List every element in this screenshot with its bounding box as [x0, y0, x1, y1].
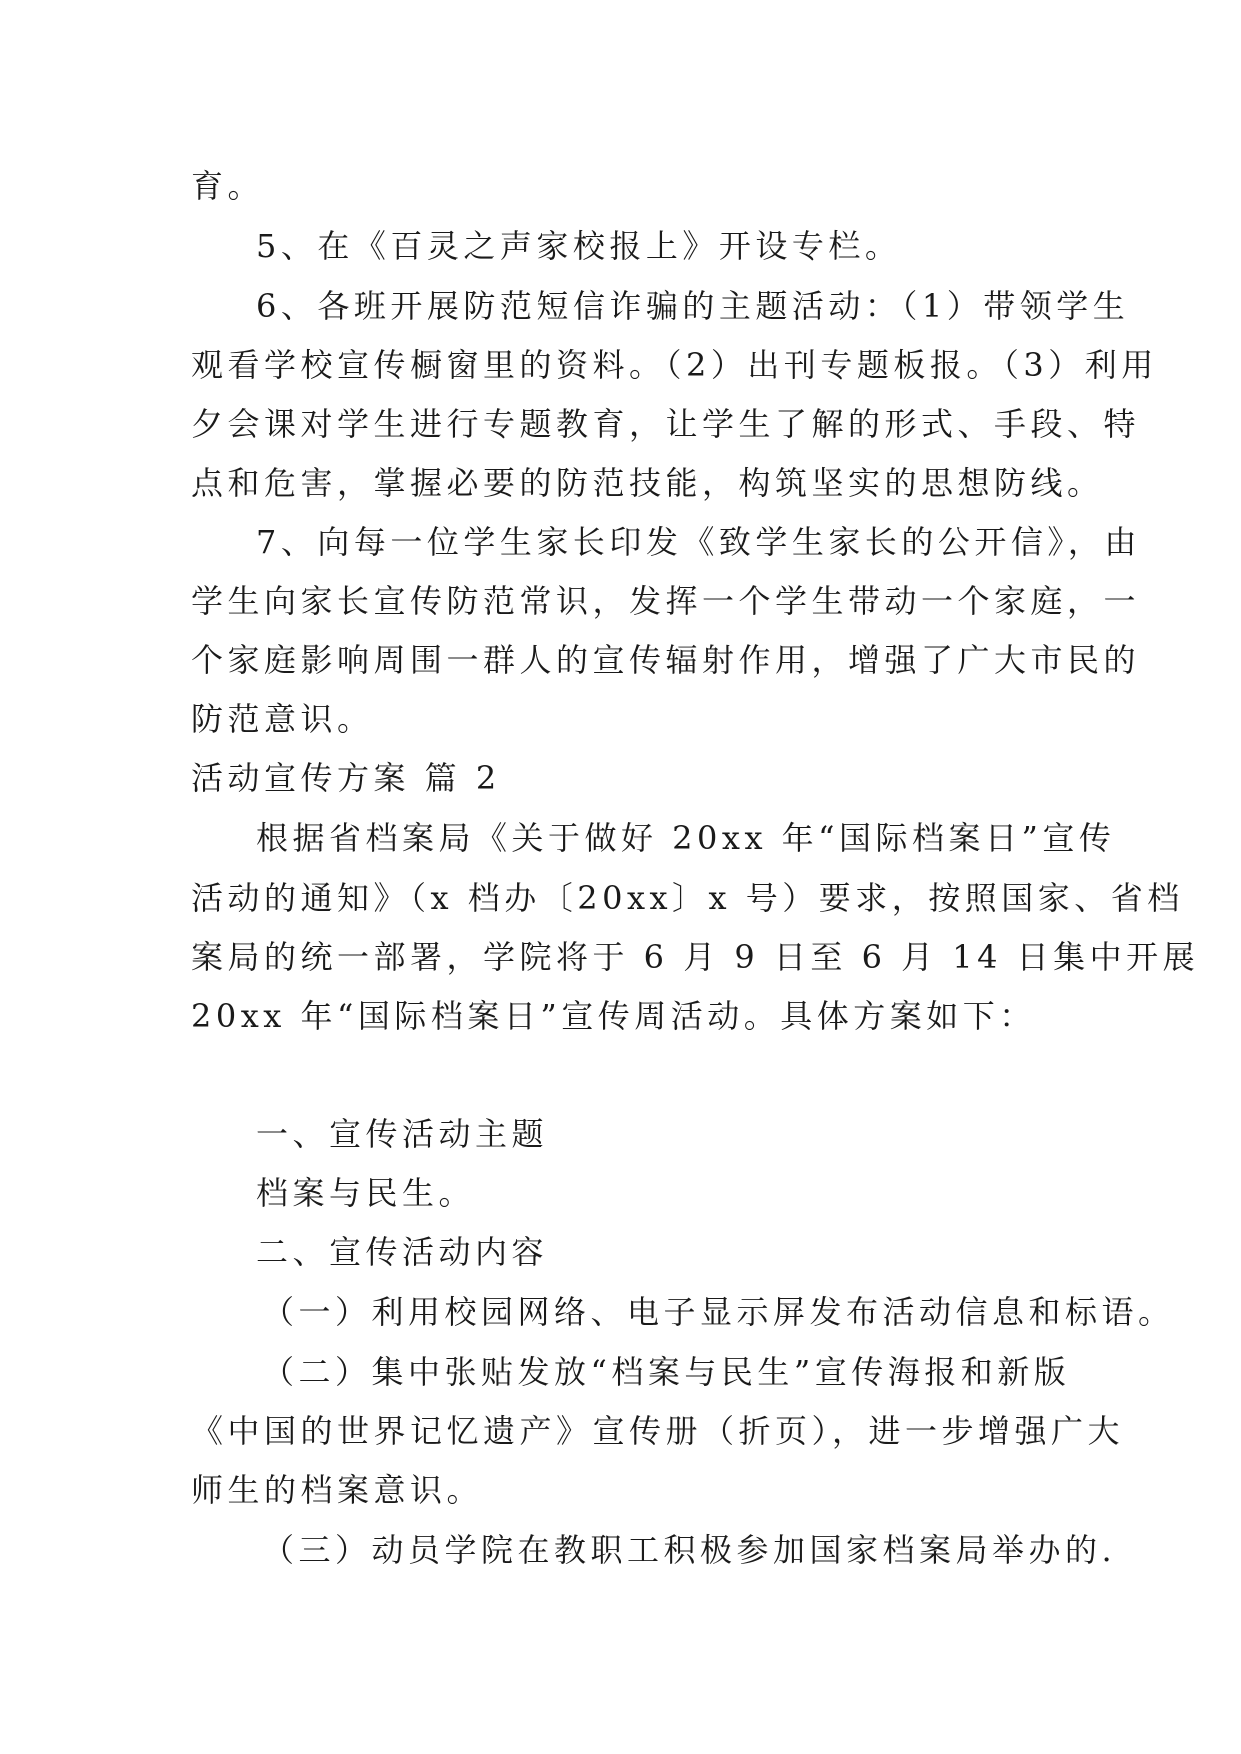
text-line: 7、向每一位学生家长印发《致学生家长的公开信》，由 — [256, 523, 1141, 561]
text-line: 学生向家长宣传防范常识，发挥一个学生带动一个家庭，一 — [191, 582, 1141, 620]
text-line: 根据省档案局《关于做好 20xx 年“国际档案日”宣传 — [256, 819, 1116, 857]
text-line: 个家庭影响周围一群人的宣传辐射作用，增强了广大市民的 — [191, 641, 1141, 679]
text-line: 5、在《百灵之声家校报上》开设专栏。 — [256, 227, 902, 265]
subheading: 一、宣传活动主题 — [256, 1115, 549, 1153]
text-line: 夕会课对学生进行专题教育，让学生了解的形式、手段、特 — [191, 405, 1141, 443]
text-line: （二）集中张贴发放“档案与民生”宣传海报和新版 — [262, 1353, 1071, 1391]
text-line: 师生的档案意识。 — [191, 1471, 484, 1509]
text-line: 档案与民生。 — [256, 1174, 476, 1212]
text-line: 活动的通知》（x 档办〔20xx〕x 号）要求，按照国家、省档 — [191, 879, 1184, 917]
text-line: （一）利用校园网络、电子显示屏发布活动信息和标语。 — [262, 1293, 1175, 1331]
text-line: 20xx 年“国际档案日”宣传周活动。具体方案如下： — [191, 997, 1036, 1035]
text-line: 《中国的世界记忆遗产》宣传册（折页），进一步增强广大 — [191, 1412, 1125, 1450]
text-line: 6、各班开展防范短信诈骗的主题活动：（1）带领学生 — [256, 287, 1130, 325]
text-line: 点和危害，掌握必要的防范技能，构筑坚实的思想防线。 — [191, 464, 1104, 502]
text-line: 观看学校宣传橱窗里的资料。（2）出刊专题板报。（3）利用 — [191, 346, 1158, 384]
subheading: 二、宣传活动内容 — [256, 1233, 549, 1271]
text-line: 案局的统一部署，学院将于 6 月 9 日至 6 月 14 日集中开展 — [191, 938, 1200, 976]
text-line: 育。 — [191, 167, 265, 205]
text-line: 防范意识。 — [191, 700, 374, 738]
text-line: （三）动员学院在教职工积极参加国家档案局举办的. — [262, 1531, 1117, 1569]
section-heading: 活动宣传方案 篇 2 — [191, 759, 501, 797]
